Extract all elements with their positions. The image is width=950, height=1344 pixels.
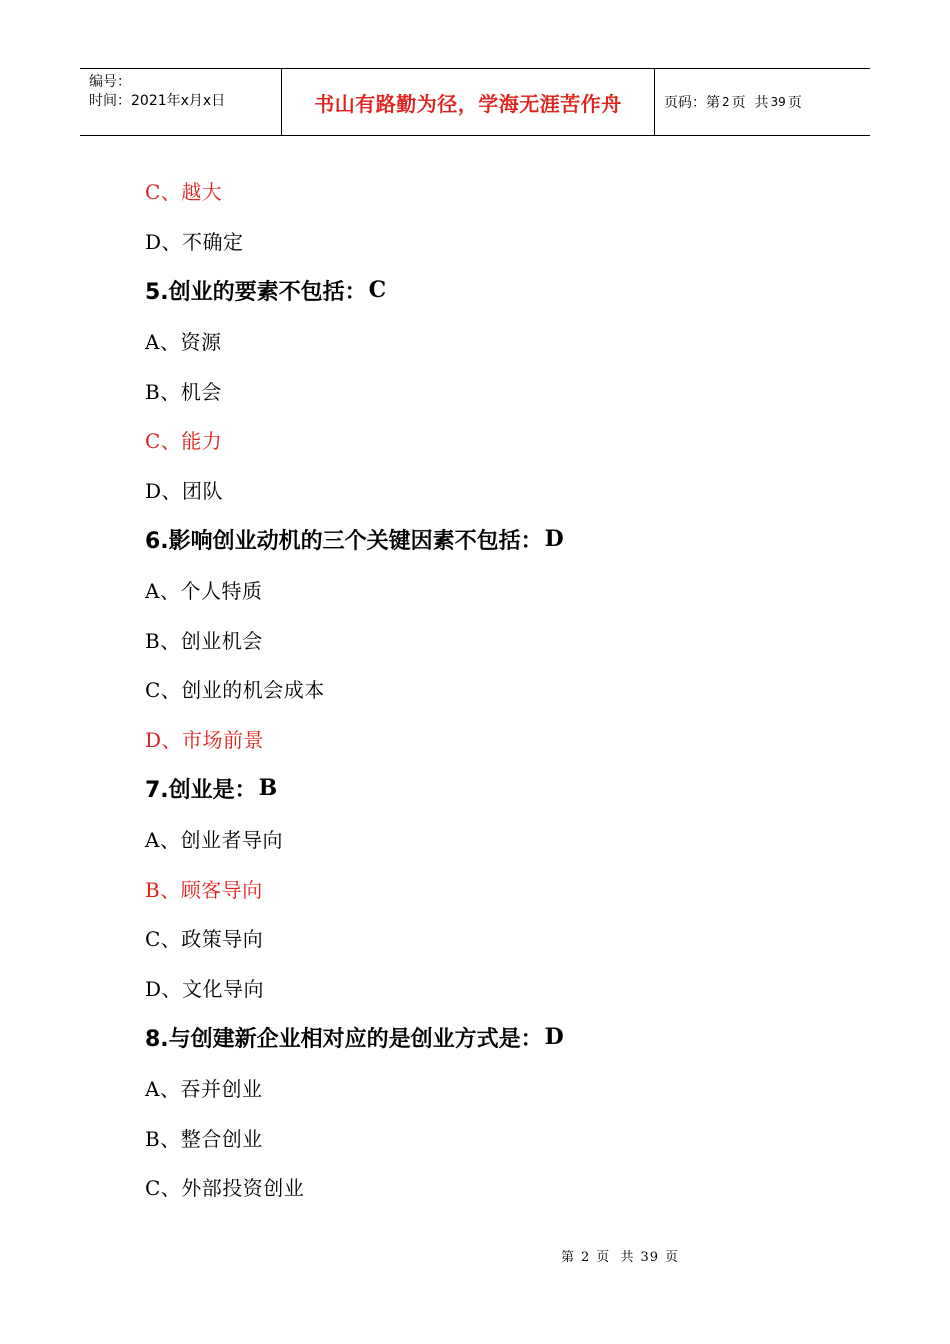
footer-mid: 页 共	[596, 1250, 635, 1265]
page-current: 2	[722, 95, 730, 109]
question-list	[145, 166, 865, 1212]
question-text: 8.与创建新企业相对应的是创业方式是：	[145, 1026, 543, 1052]
page-header	[80, 68, 870, 136]
answer-option: B、机会	[145, 379, 222, 404]
answer-option: A、个人特质	[145, 578, 263, 603]
question-title	[145, 266, 865, 316]
answer-option: C、政策导向	[145, 927, 264, 952]
page-total: 39	[770, 95, 786, 109]
question-text: 7.创业是：	[145, 777, 257, 803]
answer-option: D、不确定	[145, 230, 244, 255]
answer-option: C、外部投资创业	[145, 1176, 305, 1201]
correct-option: D、市场前景	[145, 728, 265, 753]
question-text: 6.影响创业动机的三个关键因素不包括：	[145, 528, 543, 554]
answer-option: D、文化导向	[145, 977, 265, 1002]
serial-label: 编号：	[89, 74, 131, 90]
correct-option: B、顾客导向	[145, 877, 263, 902]
answer-option: B、创业机会	[145, 628, 263, 653]
footer-current: 2	[580, 1250, 591, 1265]
answer-option: D、团队	[145, 479, 224, 504]
date-label: 时间：2021年x月x日	[89, 93, 226, 109]
correct-option: C、越大	[145, 180, 223, 205]
page-prefix: 页码：第	[664, 95, 720, 111]
question-answer: D	[544, 526, 564, 553]
header-motto: 书山有路勤为径，学海无涯苦作舟	[282, 69, 655, 135]
question-answer: C	[368, 277, 387, 304]
page-suffix: 页	[787, 95, 802, 111]
correct-option: C、能力	[145, 429, 223, 454]
answer-option: A、资源	[145, 329, 222, 354]
header-page-number	[655, 69, 870, 135]
footer-suffix: 页	[665, 1250, 680, 1265]
question-title	[145, 1013, 865, 1063]
answer-option: A、吞并创业	[145, 1076, 263, 1101]
question-title	[145, 515, 865, 565]
answer-option: B、整合创业	[145, 1126, 263, 1151]
footer-prefix: 第	[560, 1250, 575, 1265]
answer-option: A、创业者导向	[145, 827, 283, 852]
question-answer: B	[258, 775, 278, 802]
question-text: 5.创业的要素不包括：	[145, 279, 367, 305]
question-title	[145, 764, 865, 814]
page-footer	[0, 1246, 950, 1265]
question-answer: D	[544, 1024, 564, 1051]
header-meta	[80, 69, 282, 135]
answer-option: C、创业的机会成本	[145, 678, 325, 703]
footer-total: 39	[640, 1250, 660, 1265]
page-mid: 页 共	[731, 95, 769, 111]
